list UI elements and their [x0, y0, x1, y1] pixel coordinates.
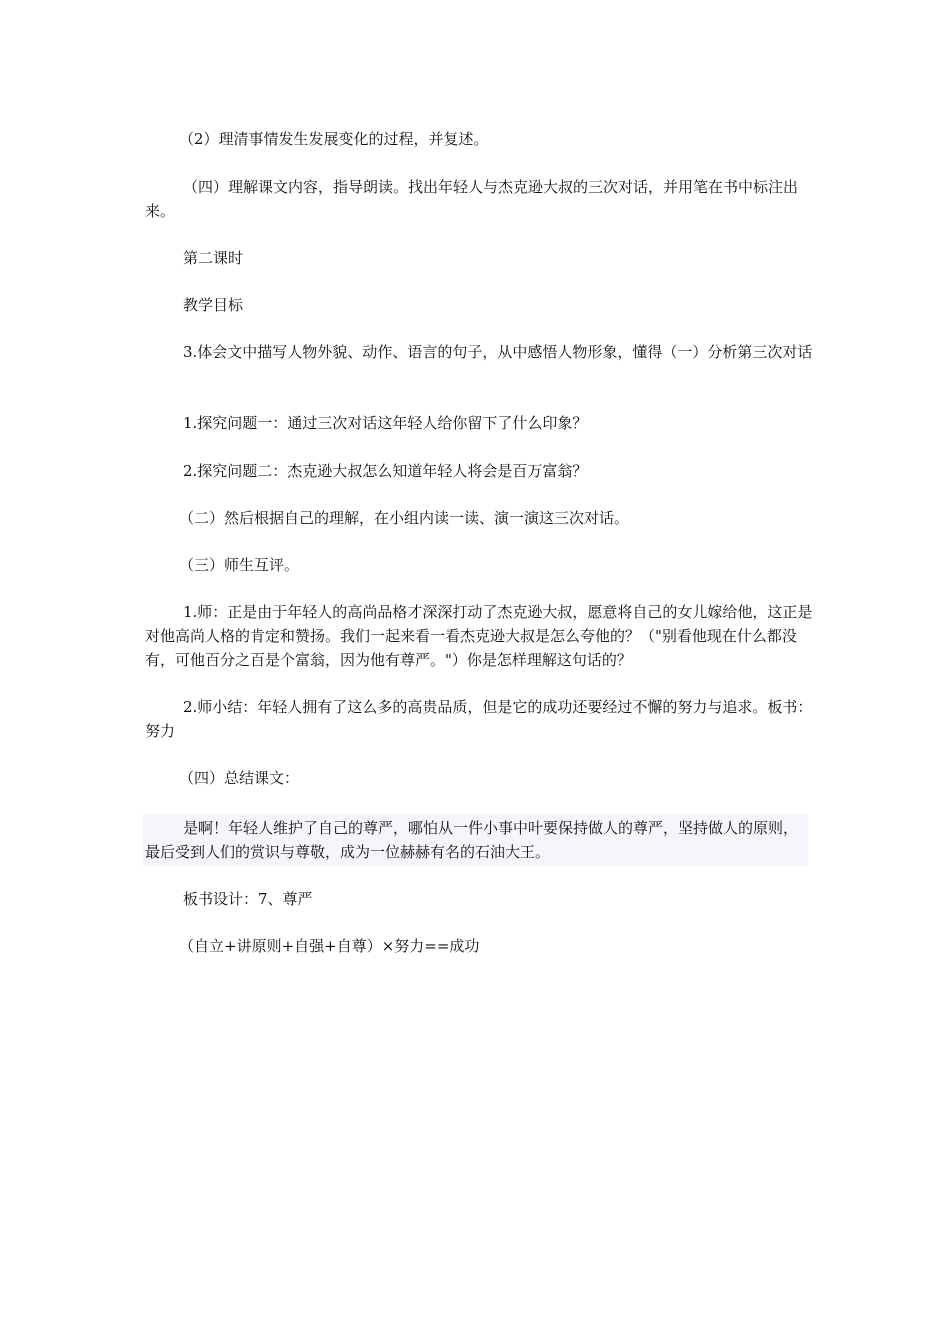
paragraph-question-2: 2.探究问题二：杰克逊大叔怎么知道年轻人将会是百万富翁？	[183, 462, 588, 480]
paragraph-question-1: 1.探究问题一：通过三次对话这年轻人给你留下了什么印象？	[183, 414, 588, 432]
paragraph-retell-process: （2）理清事情发生发展变化的过程，并复述。	[179, 130, 489, 148]
heading-teaching-goals: 教学目标	[183, 296, 244, 314]
paragraph-formula: （自立+讲原则+自强+自尊）×努力==成功	[179, 937, 480, 955]
paragraph-understand-text: （四）理解课文内容，指导朗读。找出年轻人与杰克逊大叔的三次对话，并用笔在书中标注出来。	[145, 178, 799, 220]
paragraph-teacher-summary: 2.师小结：年轻人拥有了这么多的高贵品质，但是它的成功还要经过不懈的努力与追求。板书：努力	[145, 698, 813, 740]
paragraph-board-design: 板书设计：7、尊严	[183, 890, 313, 908]
paragraph-conclusion: 是啊！年轻人维护了自己的尊严，哪怕从一件小事中叶要保持做人的尊严，坚持做人的原则，最后受到人们的赏识与尊敬，成为一位赫赫有名的石油大王。	[143, 814, 808, 866]
paragraph-group-reading: （二）然后根据自己的理解，在小组内读一读、演一演这三次对话。	[179, 509, 630, 527]
heading-summarize-text: （四）总结课文：	[179, 769, 300, 787]
heading-second-lesson: 第二课时	[183, 249, 244, 267]
paragraph-goal-3: 3.体会文中描写人物外貌、动作、语言的句子，从中感悟人物形象，懂得（一）分析第三次对话	[183, 343, 813, 361]
paragraph-mutual-review: （三）师生互评。	[179, 556, 300, 574]
paragraph-teacher-1: 1.师：正是由于年轻人的高尚品格才深深打动了杰克逊大叔，愿意将自己的女儿嫁给他，这正是对他高尚人格的肯定和赞扬。我们一起来看一看杰克逊大叔是怎么夸他的？（"别看他现在什么都没有，可他百分之百是个富翁，因为他有尊严。"）你是怎样理解这句话的？	[145, 603, 813, 669]
